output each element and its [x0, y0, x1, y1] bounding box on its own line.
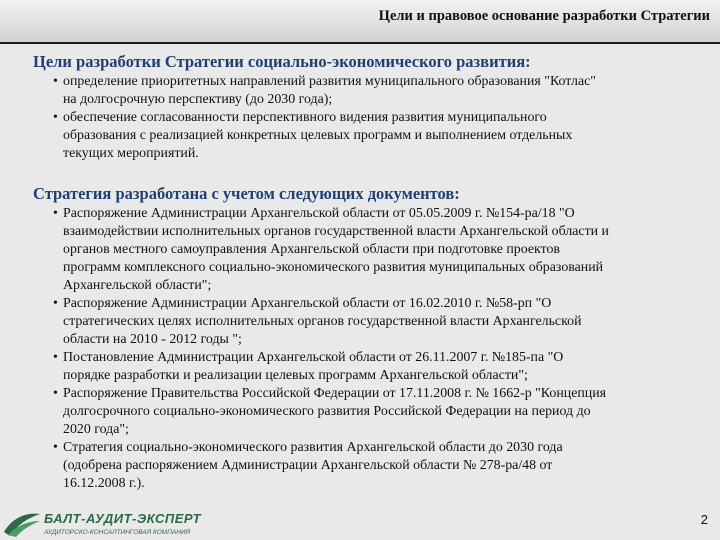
documents-list: [56, 205, 609, 493]
logo-tagline: АУДИТОРСКО-КОНСАЛТИНГОВАЯ КОМПАНИЯ: [44, 529, 191, 536]
document-item-government-order-1662: • Распоряжение Правительства Российской Федерации от 17.11.2008 г. № 1662-р "Концепция долгосрочного социально-экономического развития Российской Федерации на период до 2020 года";: [56, 385, 609, 439]
goal-item-priority-directions: • определение приоритетных направлений развития муниципального образования "Котлас" на долгосрочную перспективу (до 2030 года);: [56, 73, 596, 109]
document-item-resolution-185: • Постановление Администрации Архангельской области от 26.11.2007 г. №185-па "О порядке разработки и реализации целевых программ Архангельской области";: [56, 349, 609, 385]
document-item-order-154: • Распоряжение Администрации Архангельской области от 05.05.2009 г. №154-ра/18 "О взаимодействии исполнительных органов государственной власти Архангельской области и органов местного самоуправления Архангельской области при подготовке проектов программ комплексного социально-экономического развития муниципальных образований Архангельской области";: [56, 205, 609, 295]
logo-company-name: БАЛТ-АУДИТ-ЭКСПЕРТ: [44, 511, 202, 526]
goals-list: [56, 73, 596, 163]
company-logo: [2, 508, 202, 540]
leaf-swoosh-icon: [2, 508, 42, 538]
goal-item-consistency: • обеспечение согласованности перспективного видения развития муниципального образования с реализацией конкретных целевых программ и выполнением отдельных текущих мероприятий.: [56, 109, 596, 163]
page-number: 2: [700, 512, 708, 527]
document-item-regional-strategy-2030: • Стратегия социально-экономического развития Архангельской области до 2030 года (одобрена распоряжением Администрации Архангельской области № 278-ра/48 от 16.12.2008 г.).: [56, 439, 609, 493]
slide-title: Цели и правовое основание разработки Стратегии: [378, 8, 710, 24]
document-item-order-58: • Распоряжение Администрации Архангельской области от 16.02.2010 г. №58-рп "О стратегических целях исполнительных органов государственной власти Архангельской области на 2010 - 2012 годы ";: [56, 295, 609, 349]
header-divider: [0, 42, 720, 44]
header-band: [0, 0, 720, 42]
documents-heading: Стратегия разработана с учетом следующих документов:: [33, 184, 460, 203]
goals-heading: Цели разработки Стратегии социально-экономического развития:: [33, 52, 531, 71]
